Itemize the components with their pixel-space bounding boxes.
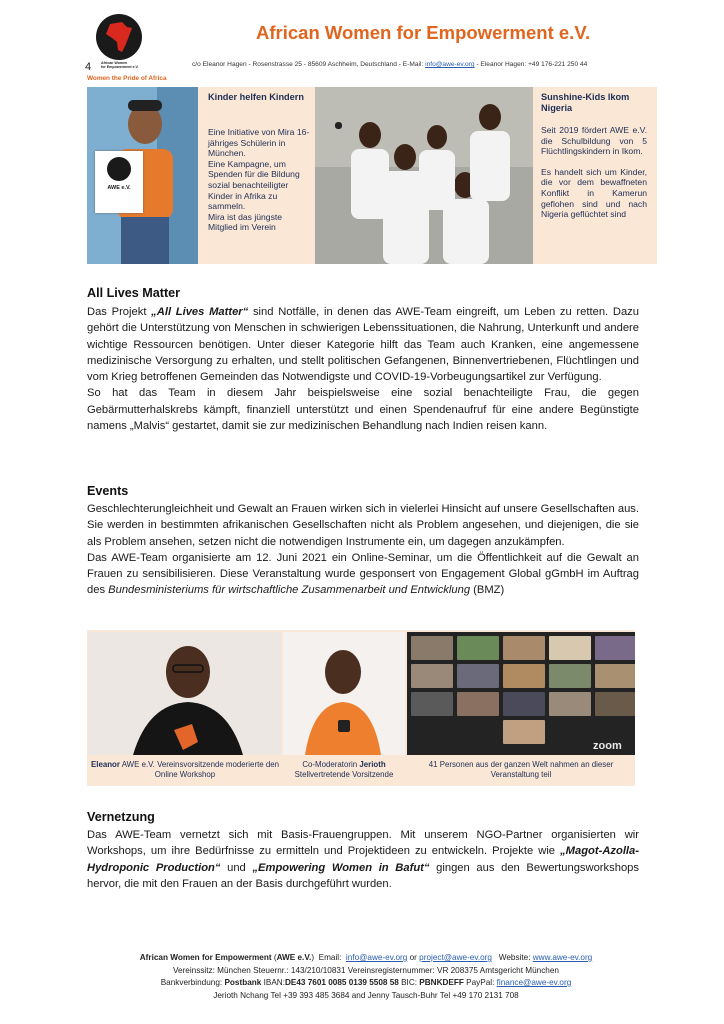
awe-sign: AWE e.V.: [95, 151, 143, 213]
panel-left-text: Eine Initiative von Mira 16-jähriges Schülerin in München. Eine Kampagne, um Spenden für die Bildung sozial benachteiligter Kinder in Afrika zu sammeln. Mira ist das jüngste Mitglied im Verein: [208, 127, 310, 233]
panel-right-title: Sunshine-Kids Ikom Nigeria: [541, 92, 630, 113]
footer-website-link[interactable]: www.awe-ev.org: [532, 953, 593, 962]
panel-right: [533, 87, 657, 264]
africa-map-icon: [96, 14, 142, 60]
footer-line-1: African Women for Empowerment (AWE e.V.) Email: info@awe-ev.org or project@awe-ev.org Website: www.awe-ev.org: [139, 953, 593, 962]
caption-jerioth: Co-Moderatorin Jerioth Stellvertretende Vorsitzende: [294, 760, 394, 779]
event-photos-panel: [87, 630, 635, 786]
events-text: Geschlechterungleichheit und Gewalt an Frauen wirken sich in vielerlei Hinsicht auf unsere Gesellschaften aus. Sie werden in bestimmten afrikanischen Gesellschaften nicht als Problem angesehen, und diejenigen, die sie als Problem ansehen, setzen nicht die notwendigen Instrumente ein, um dagegen anzukämpfen. Das AWE-Team organisierte am 12. Juni 2021 ein Online-Seminar, um die Öffentlichkeit auf die Gewalt an Frauen zu sensibilisieren. Diese Veranstaltung wurde gesponsert von Engagement Global gGmbH im Auftrag des Bundesministeriums für wirtschaftliche Zusammenarbeit und Entwicklung (BMZ): [87, 503, 639, 597]
org-title: African Women for Empowerment e.V.: [256, 22, 591, 43]
logo: [96, 14, 142, 60]
header-contact: [192, 61, 587, 68]
panel-right-text: Seit 2019 fördert AWE e.V. die Schulbildung von 5 Flüchtlingskindern in Ikom. Es handelt sich um Kinder, die vor dem bewaffneten Konflikt in Kamerun geflohen sind und nach Nigeria geflüchtet sind: [541, 125, 647, 220]
footer-email-info-link[interactable]: info@awe-ev.org: [345, 953, 408, 962]
photo-sunshine-kids: [315, 87, 533, 264]
logo-text: African Women for Empowerment e.V.: [101, 61, 139, 69]
photo-jerioth: [283, 632, 405, 755]
panel-left-title: Kinder helfen Kindern: [208, 92, 304, 102]
photo-mira: [87, 87, 198, 264]
footer-paypal-link[interactable]: finance@awe-ev.org: [496, 978, 572, 987]
heading-all-lives-matter: All Lives Matter: [87, 286, 181, 300]
caption-eleanor: Eleanor AWE e.V. Vereinsvorsitzende moderierte den Online Workshop: [90, 760, 280, 779]
vernetzung-text: Das AWE-Team vernetzt sich mit Basis-Frauengruppen. Mit unserem NGO-Partner organisierten wir Workshops, um ihre Bedürfnisse zu ermitteln und Projektideen zu entwickeln. Projekte wie „Magot-Azolla-Hydroponic Production“ und „Empowering Women in Bafut“ gingen aus den Bewertungsworkshops hervor, die mit den Frauen an der Basis durchgeführt wurden.: [87, 829, 639, 890]
footer-line-3: Bankverbindung: Postbank IBAN:DE43 7601 0085 0139 5508 58 BIC: PBNKDEFF PayPal: finance@awe-ev.org: [160, 978, 572, 987]
photo-zoom-grid: [407, 632, 635, 755]
footer: [86, 952, 646, 1002]
heading-events: Events: [87, 484, 129, 498]
heading-vernetzung: Vernetzung: [87, 810, 155, 824]
page-number: 4: [85, 61, 92, 73]
header-phone: - Eleanor Hagen: +49 176-221 250 44: [474, 61, 588, 68]
footer-line-4: Jerioth Nchang Tel +39 393 485 3684 and Jenny Tausch-Buhr Tel +49 170 2131 708: [213, 990, 519, 1000]
header-email-link[interactable]: info@awe-ev.org: [425, 61, 475, 68]
caption-zoom: 41 Personen aus der ganzen Welt nahmen an dieser Veranstaltung teil: [428, 760, 614, 779]
all-lives-text: Das Projekt „All Lives Matter“ sind Notfälle, in denen das AWE-Team eingreift, um Leben zu retten. Dazu gehört die Unterstützung von Menschen in schwierigen Lebenssituationen, die Nahrung, Unterkunft und andere wichtige Ressourcen benötigen. Unter dieser Kategorie hilft das Team auch Kranken, eine angemessene medizinische Versorgung zu erhalten, und stellt politischen Gefangenen, Binnenvertriebenen, Flüchtlingen und vom Krieg betroffenen Gemeinden das Notwendigste und COVID-19-Vorbeugungsartikel zur Verfügung. So hat das Team in diesem Jahr beispielsweise eine sozial benachteiligte Frau, die gegen Gebärmutterhalskrebs kämpft, finanziell unterstützt und einen Spendenaufruf für eine andere Begünstigte namens „Malvis“ gestartet, damit sie zur medizinischen Behandlung nach Indien reisen kann.: [87, 306, 639, 433]
panel-left: [198, 87, 315, 264]
photo-eleanor: [88, 632, 281, 755]
footer-email-project-link[interactable]: project@awe-ev.org: [419, 953, 492, 962]
footer-line-2: Vereinssitz: München Steuernr.: 143/210/10831 Vereinsregisternummer: VR 208375 Amtsgericht München: [173, 965, 559, 975]
header-address: c/o Eleanor Hagen - Rosenstrasse 25 - 85609 Aschheim, Deutschland - E-Mail:: [192, 61, 426, 68]
tagline: Women the Pride of Africa: [87, 75, 167, 82]
zoom-label: zoom: [593, 740, 622, 752]
